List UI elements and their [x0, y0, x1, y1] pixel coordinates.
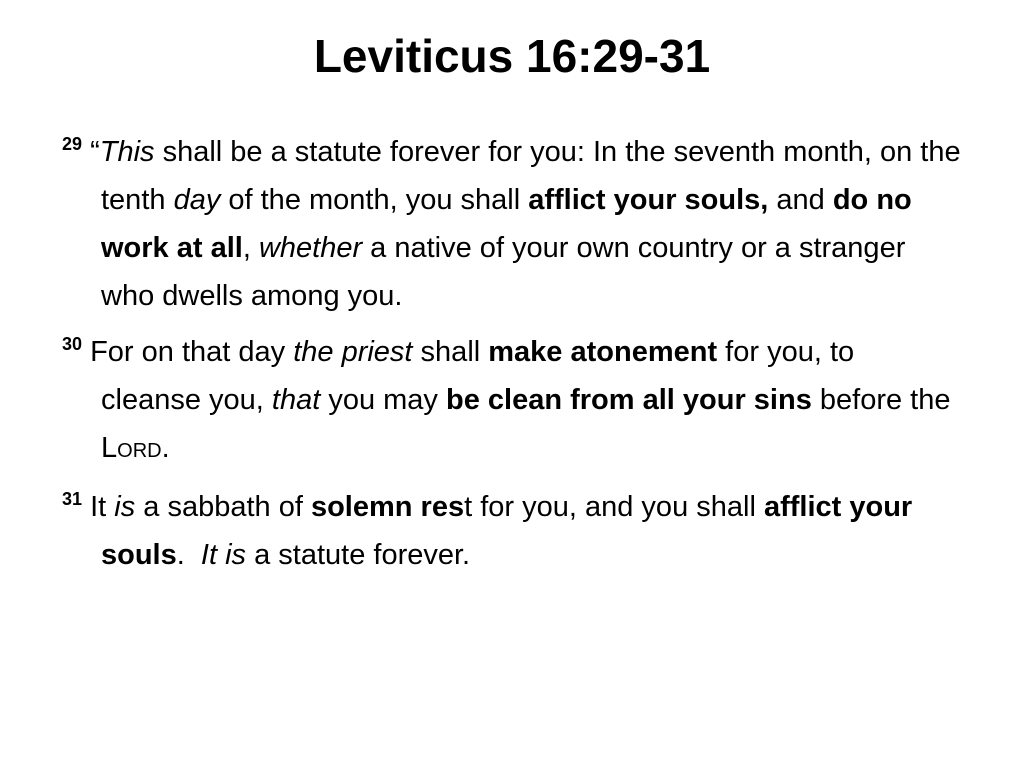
verse-text-smallcaps: ORD: [117, 440, 162, 462]
scripture-body: [62, 128, 962, 587]
verse-text: .: [176, 539, 201, 571]
verse-text-italic: day: [173, 184, 221, 216]
verse-text-bold: make atonement: [488, 336, 718, 368]
verse-text: It: [82, 491, 115, 523]
verse-29: [62, 128, 962, 320]
verse-text-italic: that: [271, 384, 321, 416]
verse-text-bold: afflict your souls,: [528, 184, 769, 216]
verse-text: before the L: [101, 384, 951, 464]
verse-text-italic: is: [114, 491, 136, 523]
verse-text: ,: [242, 232, 259, 264]
verse-text-bold: be clean from all your sins: [445, 384, 812, 416]
verse-text: for you, to cleanse you,: [101, 336, 855, 416]
verse-text-bold: solemn res: [310, 491, 465, 523]
slide-title: Leviticus 16:29-31: [313, 30, 711, 82]
verse-text-italic: This: [99, 136, 155, 168]
verse-text: a sabbath of: [135, 491, 311, 523]
verse-number: 31: [62, 489, 83, 509]
verse-text-bold: do no work at all: [101, 184, 912, 264]
verse-text: and: [768, 184, 833, 216]
verse-text: For on that day: [82, 336, 294, 368]
verse-text: t for you, and you shall: [464, 491, 764, 523]
verse-text: you may: [320, 384, 446, 416]
verse-text-italic: the priest: [293, 336, 413, 368]
verse-text-bold: afflict your souls: [101, 491, 913, 571]
verse-text: .: [161, 432, 170, 464]
verse-31: [62, 483, 962, 579]
verse-30: [62, 328, 962, 475]
verse-number: 30: [62, 334, 83, 354]
verse-text: of the month, you shall: [220, 184, 529, 216]
verse-text: shall be a statute forever for you: In the seventh month, on the tenth: [101, 136, 961, 216]
verse-number: 29: [62, 134, 83, 154]
verse-text: “: [82, 136, 100, 168]
verse-text-italic: It is: [200, 539, 247, 571]
verse-text: a native of your own country or a stranger who dwells among you.: [101, 232, 906, 312]
verse-text-italic: whether: [258, 232, 363, 264]
verse-text: a statute forever.: [246, 539, 471, 571]
verse-text: shall: [412, 336, 489, 368]
